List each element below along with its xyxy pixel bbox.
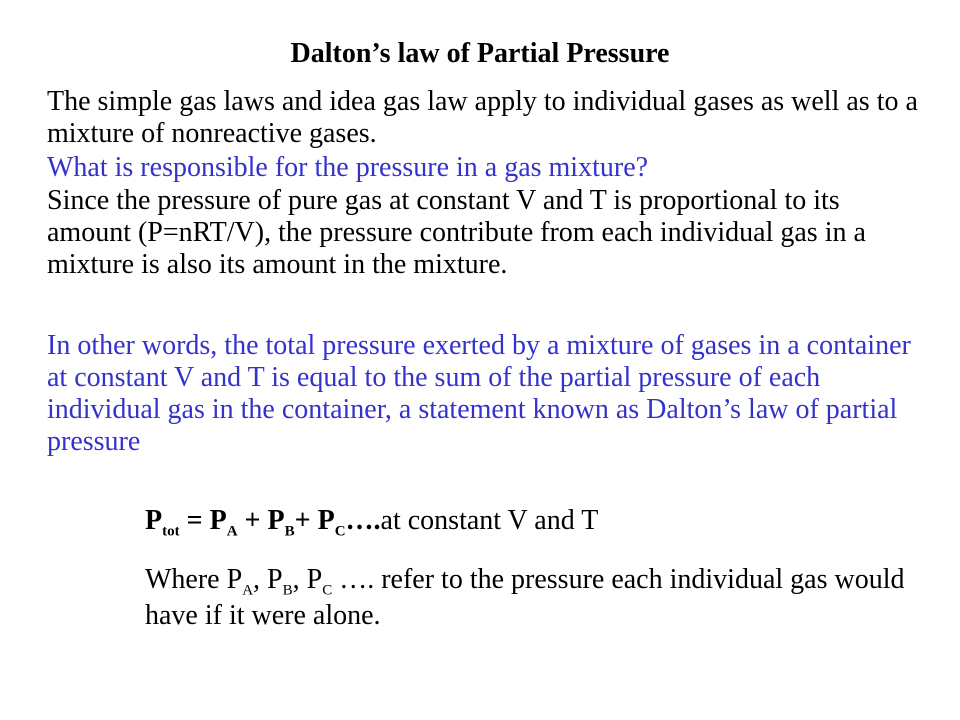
where-sub-c: C xyxy=(322,582,333,599)
where-sub-a: A xyxy=(242,582,254,599)
formula-ellipsis: …. xyxy=(345,505,381,536)
where-sep-2: , P xyxy=(292,564,323,595)
where-sub-b: B xyxy=(282,582,293,599)
where-rest: …. refer to the pressure each individual gas would have if it were alone. xyxy=(145,564,905,631)
formula-sub-tot: tot xyxy=(162,523,180,540)
formula-pa: P xyxy=(209,505,227,536)
explanation-paragraph: Since the pressure of pure gas at constant V and T is proportional to its amount (P=nRT/V), the pressure contribute from each individual gas in a mixture is also its amount in the mixture. xyxy=(47,185,866,280)
question-line: What is responsible for the pressure in a gas mixture? xyxy=(47,152,649,183)
dalton-law-statement: In other words, the total pressure exerted by a mixture of gases in a container at constant V and T is equal to the sum of the partial pressure of each individual gas in the container, a statement known as Dalton’s law of partial pressure xyxy=(47,330,911,457)
formula-equals: = xyxy=(179,505,210,536)
formula-pb: P xyxy=(267,505,285,536)
dalton-formula xyxy=(145,504,598,538)
intro-paragraph: The simple gas laws and idea gas law apply to individual gases as well as to a mixture of nonreactive gases. xyxy=(47,86,918,149)
formula-sub-c: C xyxy=(334,523,346,540)
formula-condition: at constant V and T xyxy=(380,505,599,536)
where-lead: Where P xyxy=(145,564,243,595)
where-sep-1: , P xyxy=(253,564,283,595)
formula-pc: P xyxy=(317,505,335,536)
formula-sub-a: A xyxy=(226,523,238,540)
slide-title: Dalton’s law of Partial Pressure xyxy=(290,38,670,69)
formula-plus-2: + xyxy=(294,505,318,536)
where-explanation xyxy=(145,562,925,634)
formula-p-total: P xyxy=(145,505,163,536)
formula-sub-b: B xyxy=(284,523,295,540)
formula-plus-1: + xyxy=(237,505,268,536)
